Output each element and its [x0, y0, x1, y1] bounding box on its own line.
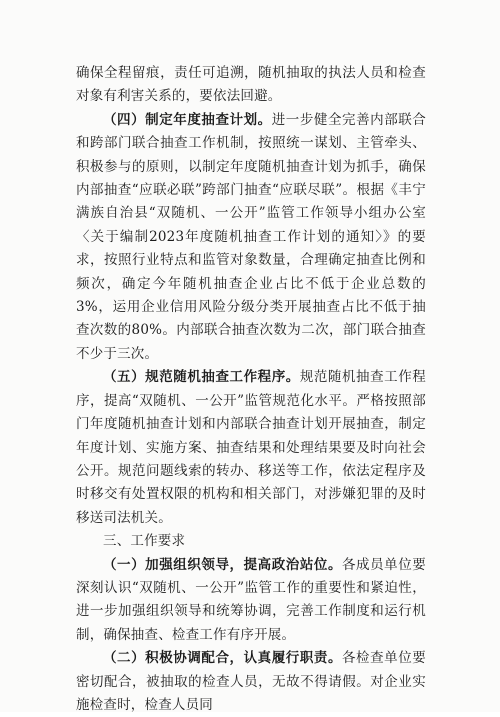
- paragraph-text: 各成员单位要深刻认识“双随机、一公开”监管工作的重要性和紧迫性，进一步加强组织领导和统筹协调，完善工作制度和运行机制，确保抽查、检查工作有序开展。: [76, 556, 426, 643]
- paragraph-heading: （四）制定年度抽查计划。: [103, 111, 272, 128]
- paragraph-text: 确保全程留痕，责任可追溯，随机抽取的执法人员和检查对象有利害关系的，要依法回避。: [76, 65, 426, 105]
- paragraph-strengthen-leadership: [76, 554, 426, 648]
- paragraph-text: 规范随机抽查工作程序，提高“双随机、一公开”监管规范化水平。严格按照部门年度随机抽查计划和内部联合抽查计划开展抽查，制定年度计划、实施方案、抽查结果和处理结果要及时向社会公开。规范问题线索的转办、移送等工作，依法定程序及时移交有处置权限的机构和相关部门，对涉嫌犯罪的及时移送司法机关。: [76, 369, 426, 526]
- paragraph-continuation: [76, 62, 426, 109]
- section-title-work-requirements: 三、工作要求: [103, 533, 186, 550]
- paragraph-heading: （五）规范随机抽查工作程序。: [103, 369, 300, 386]
- paragraph-standardize-procedure: [76, 366, 426, 530]
- paragraph-text: 进一步健全完善内部联合和跨部门联合抽查工作机制，按照统一谋划、主管牵头、积极参与的原则，以制定年度随机抽查计划为抓手，确保内部抽查“应联必联”跨部门抽查“应联尽联”。根据《丰宁满族自治县“双随机、一公开”监管工作领导小组办公室〈关于编制2023年度随机抽查工作计划的通知〉》的要求，按照行业特点和监管对象数量，合理确定抽查比例和频次，确定今年随机抽查企业占比不低于企业总数的3%，运用企业信用风险分级分类开展抽查占比不低于抽查次数的80%。内部联合抽查次数为二次，部门联合抽查不少于三次。: [76, 111, 427, 362]
- paragraph-coordination: [76, 647, 426, 717]
- paragraph-text: 各检查单位要密切配合，被抽取的检查人员，无故不得请假。对企业实施检查时，检查人员同: [76, 650, 426, 713]
- document-body: [76, 62, 426, 717]
- paragraph-heading: （一）加强组织领导，提高政治站位。: [103, 556, 342, 573]
- paragraph-heading: （二）积极协调配合，认真履行职责。: [103, 650, 342, 667]
- paragraph-annual-plan: [76, 109, 426, 366]
